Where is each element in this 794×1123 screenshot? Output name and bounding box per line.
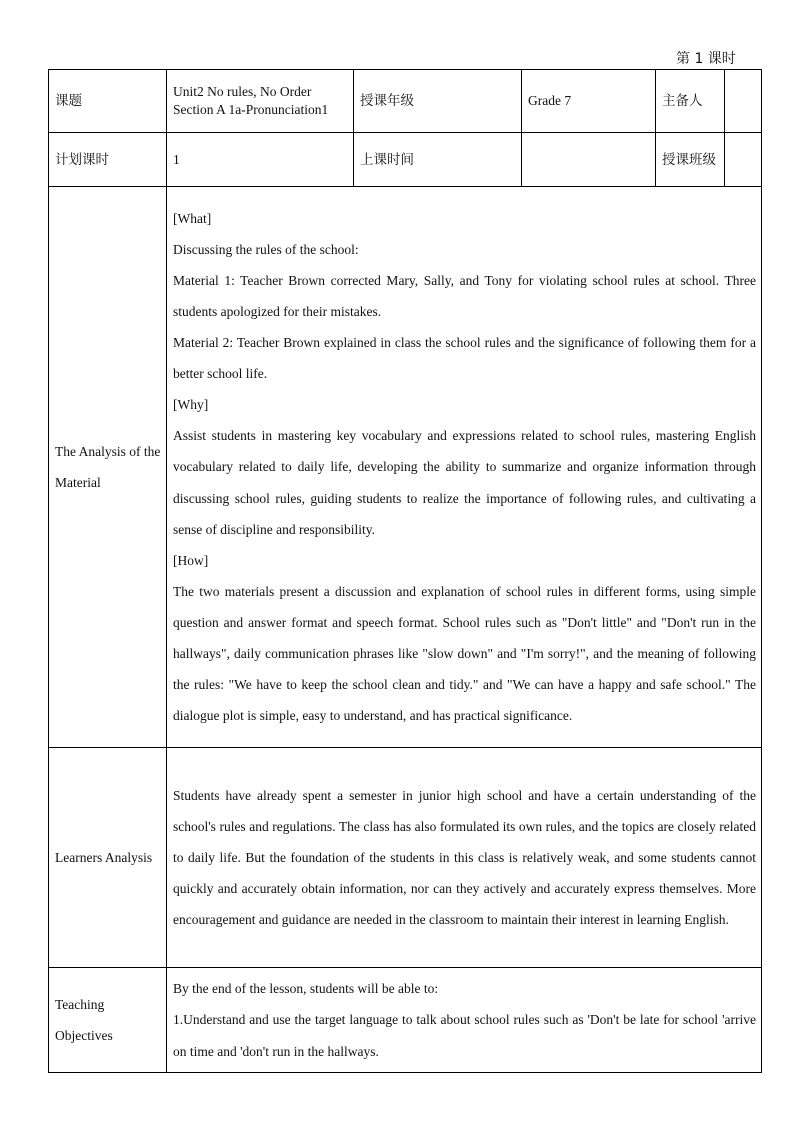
material-paragraph: Assist students in mastering key vocabulary and expressions related to school rules, mastering English vocabulary related to daily life, developing the ability to summarize and organize information through discussing school rules, guiding students to realize the importance of following rules, and cultivating a sense of discipline and responsibility. — [173, 428, 756, 537]
learners-row — [49, 748, 762, 968]
class-label: 授课班级 — [656, 133, 725, 187]
objectives-row — [49, 968, 762, 1073]
objectives-label: Teaching Objectives — [49, 968, 167, 1073]
class-time-value — [522, 133, 656, 187]
material-paragraph: Discussing the rules of the school: — [173, 241, 359, 257]
material-row — [49, 187, 762, 748]
material-paragraph: [What] — [173, 210, 212, 226]
lesson-number: 第 1 课时 — [676, 51, 736, 67]
learners-label: Learners Analysis — [49, 748, 167, 968]
topic-label: 课题 — [49, 70, 167, 133]
grade-value: Grade 7 — [522, 70, 656, 133]
material-label: The Analysis of the Material — [49, 187, 167, 748]
material-paragraph: Material 2: Teacher Brown explained in class the school rules and the significance of following them for a better school life. — [173, 335, 756, 382]
objectives-content — [167, 968, 762, 1073]
material-paragraph: [Why] — [173, 397, 209, 413]
learners-paragraph: Students have already spent a semester in junior high school and have a certain understanding of the school's rules and regulations. The class has also formulated its own rules, and the topics are closely related to daily life. But the foundation of the students in this class is relatively weak, and some students cannot quickly and accurately obtain information, nor can they actively and accurately express themselves. More encouragement and guidance are needed in the classroom to maintain their interest in learning English. — [173, 787, 756, 928]
class-value — [725, 133, 762, 187]
topic-row — [49, 70, 762, 133]
learners-content — [167, 748, 762, 968]
objectives-paragraph: 1.Understand and use the target language to talk about school rules such as 'Don't be late for school 'arrive on time and 'don't run in the hallways. — [173, 1012, 756, 1059]
planned-hours-value: 1 — [167, 133, 354, 187]
grade-label: 授课年级 — [354, 70, 522, 133]
objectives-paragraph: By the end of the lesson, students will be able to: — [173, 981, 439, 997]
material-paragraph: The two materials present a discussion and explanation of school rules in different forms, using simple question and answer format and speech format. School rules such as "Don't little" and "Don't run in the hallways", daily communication phrases like "slow down" and "I'm sorry!", and the meaning of following the rules: "We have to keep the school clean and tidy." and "We can have a happy and safe school." The dialogue plot is simple, easy to understand, and has practical significance. — [173, 583, 756, 724]
material-paragraph: Material 1: Teacher Brown corrected Mary, Sally, and Tony for violating school rules at school. Three students apologized for their mistakes. — [173, 272, 756, 319]
lesson-plan-table — [48, 69, 762, 1073]
preparer-label: 主备人 — [656, 70, 725, 133]
material-paragraph: [How] — [173, 552, 209, 568]
material-content — [167, 187, 762, 748]
preparer-value — [725, 70, 762, 133]
planned-hours-label: 计划课时 — [49, 133, 167, 187]
class-time-label: 上课时间 — [354, 133, 522, 187]
topic-value: Unit2 No rules, No Order Section A 1a-Pronunciation1 — [167, 70, 354, 133]
hours-row — [49, 133, 762, 187]
